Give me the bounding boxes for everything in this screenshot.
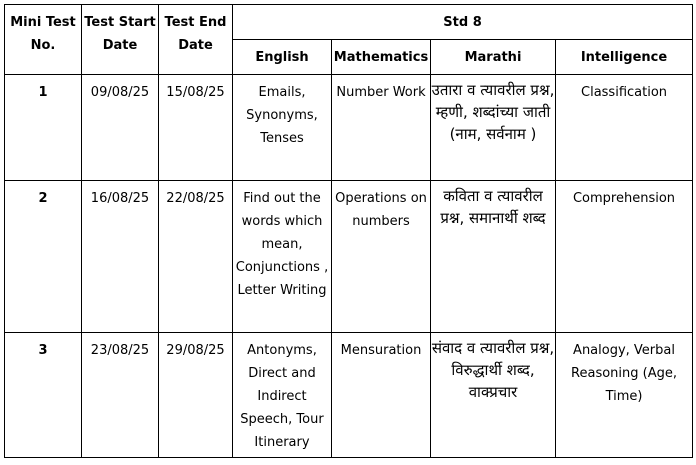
cell-marathi: उतारा व त्यावरील प्रश्न, म्हणी, शब्दांच्या जाती (नाम, सर्वनाम )	[431, 75, 556, 181]
cell-mathematics: Mensuration	[332, 333, 431, 458]
cell-test-no: 1	[5, 75, 82, 181]
mini-test-schedule-table	[4, 4, 693, 458]
cell-english: Find out the words which mean, Conjunctions , Letter Writing	[233, 181, 332, 333]
cell-intelligence: Comprehension	[556, 181, 693, 333]
cell-test-no: 3	[5, 333, 82, 458]
header-intelligence: Intelligence	[556, 40, 693, 75]
header-test-end-date: Test End Date	[159, 5, 233, 75]
cell-end-date: 15/08/25	[159, 75, 233, 181]
header-mathematics: Mathematics	[332, 40, 431, 75]
table-row	[5, 75, 693, 181]
cell-end-date: 22/08/25	[159, 181, 233, 333]
cell-marathi: कविता व त्यावरील प्रश्न, समानार्थी शब्द	[431, 181, 556, 333]
schedule-table-wrapper	[4, 4, 693, 458]
header-row-top	[5, 5, 693, 40]
table-row	[5, 181, 693, 333]
header-std-group: Std 8	[233, 5, 693, 40]
cell-marathi: संवाद व त्यावरील प्रश्न, विरुद्धार्थी शब्द, वाक्प्रचार	[431, 333, 556, 458]
header-mini-test-no: Mini Test No.	[5, 5, 82, 75]
header-english: English	[233, 40, 332, 75]
cell-english: Antonyms, Direct and Indirect Speech, Tour Itinerary	[233, 333, 332, 458]
header-test-start-date: Test Start Date	[82, 5, 159, 75]
cell-start-date: 16/08/25	[82, 181, 159, 333]
cell-english: Emails, Synonyms, Tenses	[233, 75, 332, 181]
cell-test-no: 2	[5, 181, 82, 333]
table-row	[5, 333, 693, 458]
cell-mathematics: Number Work	[332, 75, 431, 181]
cell-end-date: 29/08/25	[159, 333, 233, 458]
cell-start-date: 09/08/25	[82, 75, 159, 181]
header-marathi: Marathi	[431, 40, 556, 75]
cell-intelligence: Classification	[556, 75, 693, 181]
cell-intelligence: Analogy, Verbal Reasoning (Age, Time)	[556, 333, 693, 458]
cell-start-date: 23/08/25	[82, 333, 159, 458]
cell-mathematics: Operations on numbers	[332, 181, 431, 333]
